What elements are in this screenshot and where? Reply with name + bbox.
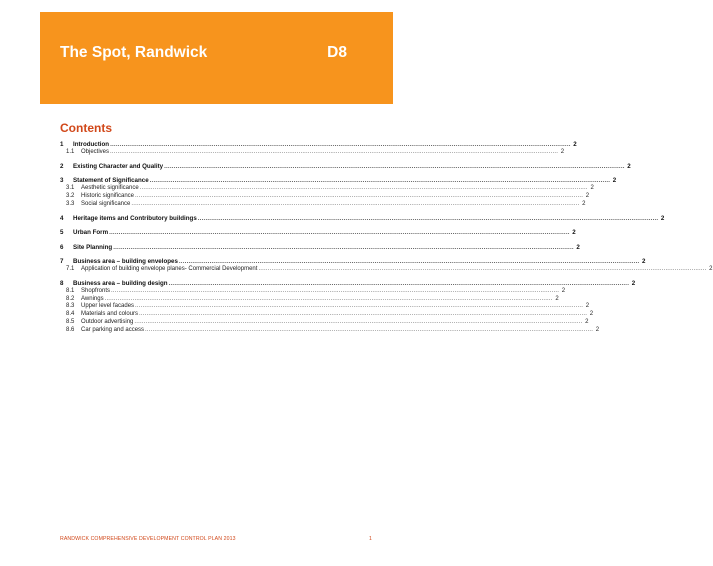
toc-page-number: 2 xyxy=(560,148,565,155)
toc-title: Introduction xyxy=(73,141,110,148)
toc-page-number: 2 xyxy=(573,141,577,148)
toc-leader-dots xyxy=(150,177,611,185)
toc-leader-dots xyxy=(131,201,579,209)
toc-section xyxy=(60,243,580,252)
toc-title: Existing Character and Quality xyxy=(73,163,164,171)
toc-leader-dots xyxy=(113,244,574,252)
toc-entry[interactable] xyxy=(60,141,577,149)
toc-page-number: 2 xyxy=(585,319,589,326)
toc-subentry[interactable] xyxy=(60,200,586,209)
toc-section xyxy=(60,280,636,335)
toc-title: Historic significance xyxy=(81,192,135,199)
toc-title: Social significance xyxy=(81,200,131,207)
toc-title: Urban Form xyxy=(73,229,109,237)
toc-subentry[interactable] xyxy=(60,185,594,193)
toc-leader-dots xyxy=(135,193,583,201)
toc-number: 3.2 xyxy=(66,192,75,199)
toc-subentry[interactable] xyxy=(60,303,590,311)
toc-title: Site Planning xyxy=(73,243,113,251)
toc-page-number: 2 xyxy=(585,303,590,310)
toc-entry[interactable] xyxy=(60,163,631,171)
toc-entry[interactable] xyxy=(60,229,576,237)
toc-leader-dots xyxy=(139,311,587,319)
toc-page-number: 2 xyxy=(642,257,646,265)
toc-page-number: 2 xyxy=(585,192,590,199)
toc-title: Shopfronts xyxy=(81,287,111,294)
section-code: D8 xyxy=(327,44,347,61)
toc-number: 1.1 xyxy=(66,148,75,155)
toc-leader-dots xyxy=(111,288,559,296)
toc-page-number: 2 xyxy=(561,287,566,294)
toc-number: 3 xyxy=(60,177,64,185)
toc-title: Business area – building envelopes xyxy=(73,257,178,265)
toc-leader-dots xyxy=(109,229,570,237)
contents-heading: Contents xyxy=(60,121,112,135)
toc-entry[interactable] xyxy=(60,257,646,266)
toc-page-number: 2 xyxy=(612,177,617,185)
toc-subentry[interactable] xyxy=(60,265,713,274)
toc-number: 2 xyxy=(60,163,64,171)
toc-number: 8.5 xyxy=(66,319,75,326)
toc-title: Aesthetic significance xyxy=(81,185,139,192)
toc-title: Objectives xyxy=(81,148,110,155)
toc-number: 3.3 xyxy=(66,200,75,207)
footer-text: RANDWICK COMPREHENSIVE DEVELOPMENT CONTROL PLAN 2013 xyxy=(60,536,236,542)
toc-leader-dots xyxy=(110,149,558,157)
toc-number: 8 xyxy=(60,280,64,288)
toc-subentry[interactable] xyxy=(60,319,589,327)
toc-subentry[interactable] xyxy=(60,148,565,157)
toc-leader-dots xyxy=(145,327,593,335)
toc-number: 8.2 xyxy=(66,295,75,302)
toc-number: 3.1 xyxy=(66,185,75,192)
toc-subentry[interactable] xyxy=(60,311,594,319)
toc-title: Heritage items and Contributory buildings xyxy=(73,215,197,223)
toc-page-number: 2 xyxy=(590,185,594,192)
toc-number: 5 xyxy=(60,229,64,237)
toc-number: 7 xyxy=(60,257,64,265)
toc-page-number: 2 xyxy=(555,295,559,302)
toc-title: Business area – building design xyxy=(73,280,168,288)
toc-title: Materials and colours xyxy=(81,311,139,318)
toc-leader-dots xyxy=(135,303,583,311)
toc-leader-dots xyxy=(179,258,640,266)
toc-section xyxy=(60,141,577,157)
toc-page-number: 2 xyxy=(576,243,580,251)
toc-number: 6 xyxy=(60,243,64,251)
toc-entry[interactable] xyxy=(60,280,636,288)
toc-subentry[interactable] xyxy=(60,192,590,201)
toc-title: Car parking and access xyxy=(81,326,145,333)
toc-leader-dots xyxy=(164,163,625,171)
toc-number: 1 xyxy=(60,141,64,148)
toc-number: 7.1 xyxy=(66,265,75,272)
toc-entry[interactable] xyxy=(60,243,580,252)
toc-title: Application of building envelope planes- Commercial Development xyxy=(81,265,258,272)
toc-leader-dots xyxy=(169,280,630,288)
toc-leader-dots xyxy=(105,296,553,304)
toc-page-number: 2 xyxy=(582,200,586,207)
toc-section xyxy=(60,257,713,274)
toc-page-number: 2 xyxy=(595,326,600,333)
toc-section xyxy=(60,163,631,171)
toc-leader-dots xyxy=(258,266,706,274)
toc-leader-dots xyxy=(110,141,571,149)
toc-section xyxy=(60,229,576,237)
toc-section xyxy=(60,177,617,208)
toc-number: 8.6 xyxy=(66,326,75,333)
document-title: The Spot, Randwick xyxy=(60,44,208,61)
toc-number: 8.1 xyxy=(66,287,75,294)
page-number: 1 xyxy=(369,536,372,542)
toc-number: 8.3 xyxy=(66,303,75,310)
toc-leader-dots xyxy=(198,215,659,223)
toc-page-number: 2 xyxy=(627,163,631,171)
toc-subentry[interactable] xyxy=(60,287,566,296)
toc-entry[interactable] xyxy=(60,215,665,223)
toc-section xyxy=(60,215,665,223)
toc-page-number: 2 xyxy=(572,229,576,237)
toc-title: Outdoor advertising xyxy=(81,319,134,326)
toc-page-number: 2 xyxy=(631,280,636,288)
toc-title: Upper level facades xyxy=(81,303,135,310)
toc-leader-dots xyxy=(140,185,588,193)
header-banner xyxy=(40,12,393,104)
toc-subentry[interactable] xyxy=(60,295,559,304)
toc-subentry[interactable] xyxy=(60,326,600,335)
toc-title: Awnings xyxy=(81,295,104,302)
toc-page-number: 2 xyxy=(660,215,665,223)
toc-page-number: 2 xyxy=(589,311,594,318)
toc-entry[interactable] xyxy=(60,177,617,185)
toc-leader-dots xyxy=(134,319,582,327)
toc-number: 8.4 xyxy=(66,311,75,318)
table-of-contents xyxy=(60,141,713,341)
toc-number: 4 xyxy=(60,215,64,223)
toc-title: Statement of Significance xyxy=(73,177,149,185)
toc-page-number: 2 xyxy=(709,265,713,272)
